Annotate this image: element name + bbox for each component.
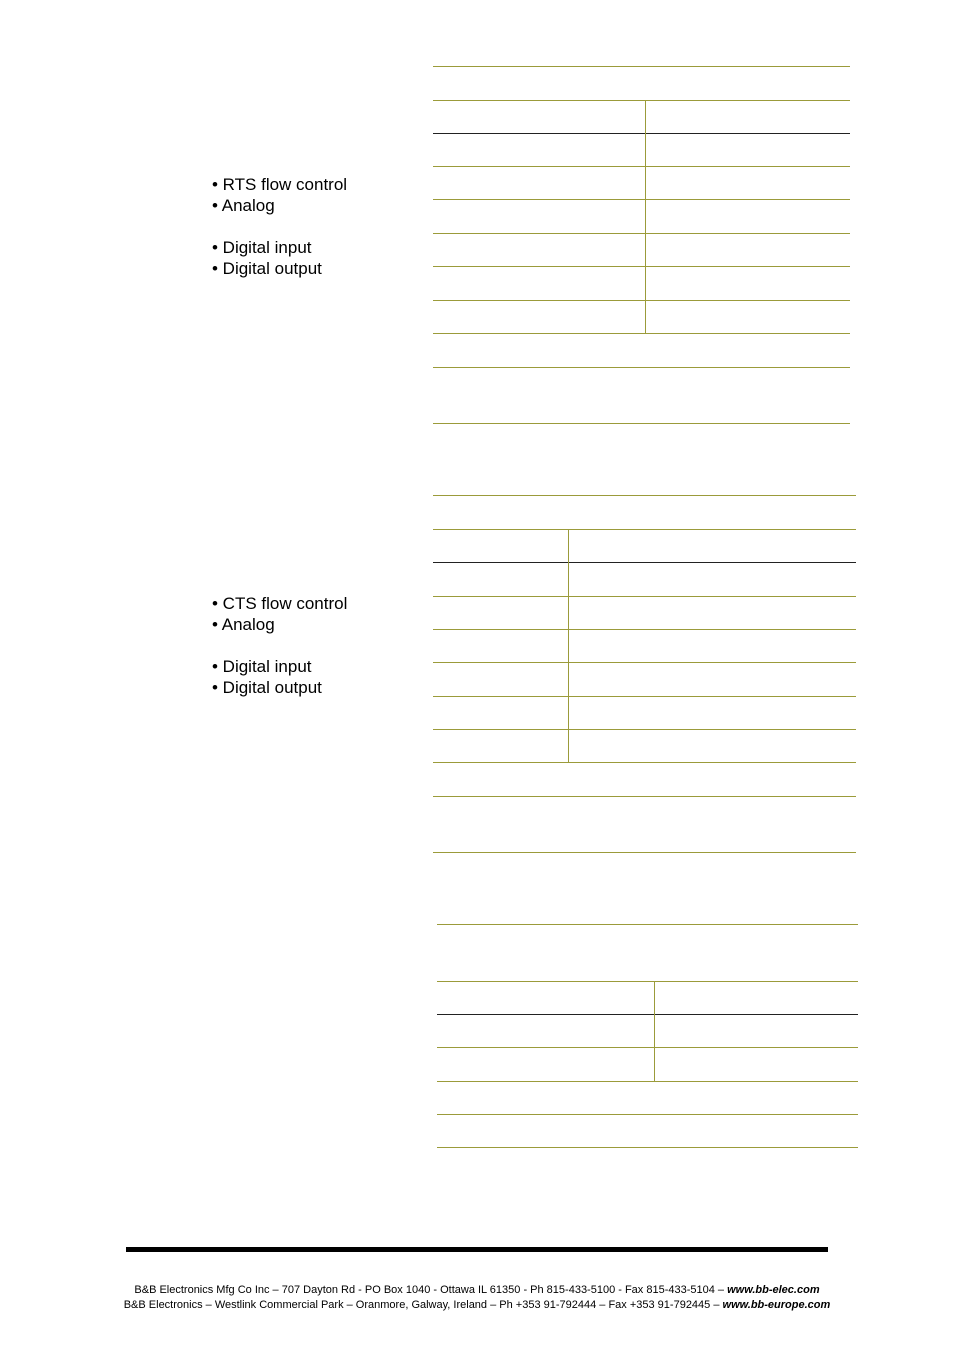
table-header-rule xyxy=(433,562,856,563)
table-rule xyxy=(433,529,856,530)
table-rule xyxy=(433,495,856,496)
table-rule xyxy=(433,66,850,67)
table-rule xyxy=(433,762,856,763)
table-column-divider xyxy=(568,529,569,762)
bullet-list-2 xyxy=(212,593,347,698)
table-rule xyxy=(433,100,850,101)
table-header-rule xyxy=(437,1014,858,1015)
table-rule xyxy=(437,1114,858,1115)
footer-rule xyxy=(126,1247,828,1252)
table-rule xyxy=(437,1147,858,1148)
bullet-item: • Digital output xyxy=(212,259,322,278)
bullet-list-1 xyxy=(212,174,347,279)
table-rule xyxy=(433,367,850,368)
footer-address-us: B&B Electronics Mfg Co Inc – 707 Dayton Rd - PO Box 1040 - Ottawa IL 61350 - Ph 815-433-5100 - Fax 815-433-5104 – xyxy=(134,1284,728,1296)
table-rule xyxy=(437,924,858,925)
table-rule xyxy=(433,233,850,234)
table-rule xyxy=(433,852,856,853)
table-1 xyxy=(433,66,850,426)
table-rule xyxy=(433,423,850,424)
bullet-item: • RTS flow control xyxy=(212,175,348,194)
footer-link-us[interactable]: www.bb-elec.com xyxy=(727,1284,820,1296)
table-rule xyxy=(433,796,856,797)
table-rule xyxy=(433,333,850,334)
table-rule xyxy=(433,729,856,730)
footer-line-1 xyxy=(0,1283,954,1297)
footer-link-eu[interactable]: www.bb-europe.com xyxy=(722,1299,831,1311)
table-rule xyxy=(433,300,850,301)
footer-line-2 xyxy=(0,1298,954,1312)
table-column-divider xyxy=(645,100,646,333)
bullet-spacer xyxy=(212,635,347,656)
table-2 xyxy=(433,495,856,855)
table-rule xyxy=(433,629,856,630)
bullet-item: • Analog xyxy=(212,196,275,215)
bullet-spacer xyxy=(212,216,347,237)
bullet-item: • Digital input xyxy=(212,238,312,257)
table-rule xyxy=(433,596,856,597)
bullet-item: • Analog xyxy=(212,615,275,634)
bullet-item: • Digital input xyxy=(212,657,312,676)
table-rule xyxy=(437,981,858,982)
bullet-item: • Digital output xyxy=(212,678,322,697)
table-rule xyxy=(433,266,850,267)
table-rule xyxy=(433,166,850,167)
footer-address-eu: B&B Electronics – Westlink Commercial Park – Oranmore, Galway, Ireland – Ph +353 91-792444 – Fax +353 91-792445 – xyxy=(123,1299,723,1311)
table-rule xyxy=(433,696,856,697)
table-rule xyxy=(437,1047,858,1048)
table-3 xyxy=(437,924,858,1150)
table-rule xyxy=(437,1081,858,1082)
table-column-divider xyxy=(654,981,655,1081)
table-rule xyxy=(433,199,850,200)
table-header-rule xyxy=(433,133,850,134)
bullet-item: • CTS flow control xyxy=(212,594,348,613)
table-rule xyxy=(433,662,856,663)
